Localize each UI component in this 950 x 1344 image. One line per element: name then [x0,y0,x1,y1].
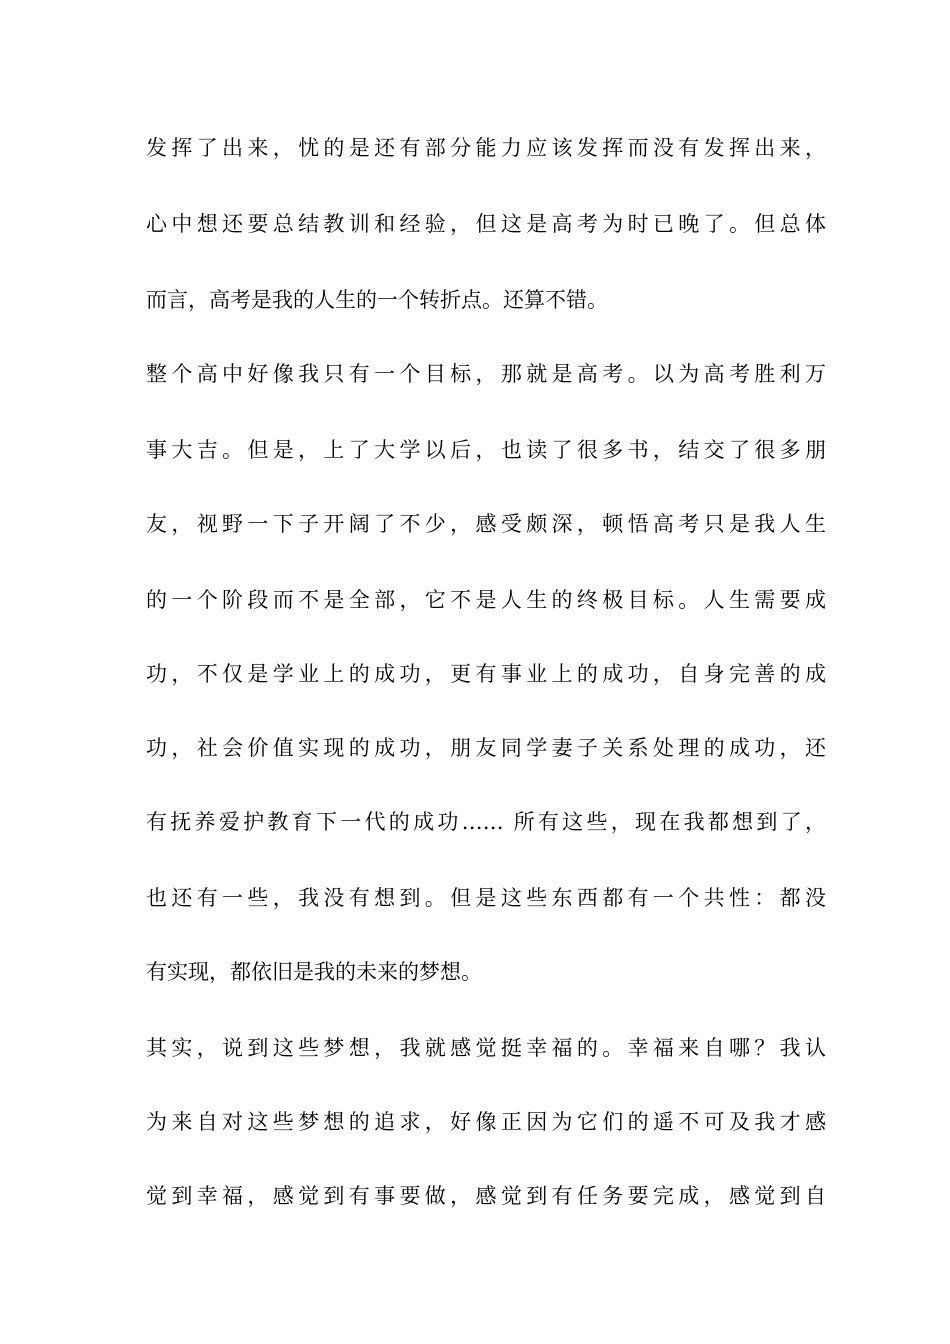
text-line-4: 整个高中好像我只有一个目标，那就是高考。以为高考胜利万 [146,362,826,386]
text-line-1: 发挥了出来，忧的是还有部分能力应该发挥而没有发挥出来， [146,136,826,160]
text-line-12: 有实现，都依旧是我的未来的梦想。 [146,960,482,984]
text-line-7: 的一个阶段而不是全部，它不是人生的终极目标。人生需要成 [146,588,826,612]
text-line-6: 友，视野一下子开阔了不少，感受颇深，顿悟高考只是我人生 [146,512,826,536]
text-line-11: 也还有一些，我没有想到。但是这些东西都有一个共性：都没 [146,886,826,910]
text-line-5: 事大吉。但是，上了大学以后，也读了很多书，结交了很多朋 [146,438,826,462]
text-line-2: 心中想还要总结教训和经验，但这是高考为时已晚了。但总体 [146,212,826,236]
text-line-10: 有抚养爱护教育下一代的成功…… 所有这些，现在我都想到了， [146,810,826,834]
text-line-14: 为来自对这些梦想的追求，好像正因为它们的遥不可及我才感 [146,1110,826,1134]
text-line-8: 功，不仅是学业上的成功，更有事业上的成功，自身完善的成 [146,662,826,686]
text-line-9: 功，社会价值实现的成功，朋友同学妻子关系处理的成功，还 [146,736,826,760]
text-line-13: 其实，说到这些梦想，我就感觉挺幸福的。幸福来自哪？我认 [146,1036,826,1060]
text-line-3: 而言，高考是我的人生的一个转折点。还算不错。 [146,288,608,312]
text-line-15: 觉到幸福，感觉到有事要做，感觉到有任务要完成，感觉到自 [146,1184,826,1208]
